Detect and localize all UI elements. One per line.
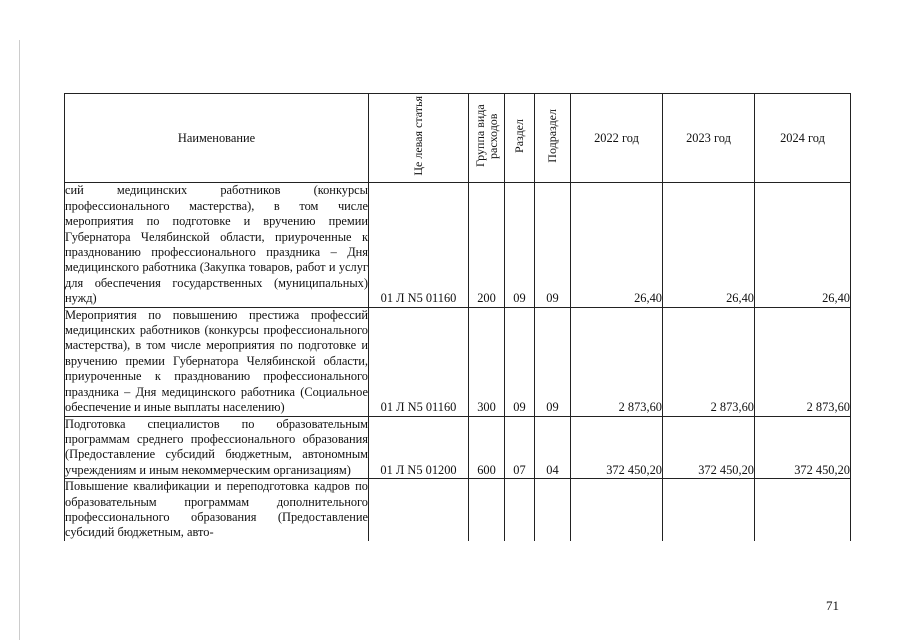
header-year-2024: 2024 год (755, 94, 851, 183)
scan-edge-line (19, 40, 20, 640)
row-name: Мероприятия по повышению престижа профессий медицинских работников (конкурсы профессионального мастерства), в том числе мероприятия по подготовке и вручению премии Губернатора Челябинской области, приуроченные к празднованию профессионального праздника – Дня медицинского работника (Социальное обеспечение и иные выплаты населению) (65, 307, 368, 415)
row-year-2022: 2 873,60 (571, 307, 663, 416)
row-year-2024: 2 873,60 (755, 307, 851, 416)
table-row (65, 479, 851, 541)
row-target-article: 01 Л N5 01160 (369, 183, 469, 307)
table-row (65, 416, 851, 479)
row-year-2023: 26,40 (663, 183, 755, 307)
row-section: 07 (505, 416, 535, 479)
row-year-2023 (663, 479, 755, 541)
row-year-2024: 372 450,20 (755, 416, 851, 479)
header-row (65, 94, 851, 183)
header-section (505, 94, 535, 183)
row-expense-group: 300 (469, 307, 505, 416)
table-row (65, 307, 851, 416)
header-target-article-text: Це левая статья (411, 96, 425, 176)
row-year-2024 (755, 479, 851, 541)
row-name: Подготовка специалистов по образовательным программам среднего профессионального образования (Предоставление субсидий бюджетным, автономным учреждениям и иным некоммерческим организациям) (65, 416, 368, 477)
row-section: 09 (505, 307, 535, 416)
row-year-2023: 372 450,20 (663, 416, 755, 479)
row-year-2024: 26,40 (755, 183, 851, 307)
header-name: Наименование (65, 94, 369, 183)
budget-table (64, 93, 851, 541)
header-section-text: Раздел (512, 119, 526, 153)
row-year-2022 (571, 479, 663, 541)
row-expense-group: 600 (469, 416, 505, 479)
header-expense-group-text: Группа вида расходов (472, 104, 500, 168)
row-subsection: 09 (535, 307, 571, 416)
row-name: Повышение квалификации и переподготовка кадров по образовательным программам дополнительного профессионального образования (Предоставление субсидий бюджетным, авто- (65, 479, 368, 540)
row-target-article: 01 Л N5 01160 (369, 307, 469, 416)
header-expense-group (469, 94, 505, 183)
page-number: 71 (826, 598, 839, 613)
header-year-2023: 2023 год (663, 94, 755, 183)
row-section (505, 479, 535, 541)
header-subsection-text: Подраздел (545, 109, 559, 163)
table-row (65, 183, 851, 307)
row-year-2022: 26,40 (571, 183, 663, 307)
header-subsection (535, 94, 571, 183)
row-name: сий медицинских работников (конкурсы профессионального мастерства), в том числе мероприятия по подготовке и вручению премии Губернатора Челябинской области, приуроченные к празднованию профессионального праздника – Дня медицинского работника (Закупка товаров, работ и услуг для обеспечения государственных (муниципальных) нужд) (65, 183, 368, 306)
row-subsection: 09 (535, 183, 571, 307)
row-subsection: 04 (535, 416, 571, 479)
row-year-2023: 2 873,60 (663, 307, 755, 416)
row-subsection (535, 479, 571, 541)
row-expense-group: 200 (469, 183, 505, 307)
row-year-2022: 372 450,20 (571, 416, 663, 479)
row-expense-group (469, 479, 505, 541)
row-target-article: 01 Л N5 01200 (369, 416, 469, 479)
header-year-2022: 2022 год (571, 94, 663, 183)
row-target-article (369, 479, 469, 541)
header-target-article (369, 94, 469, 183)
row-section: 09 (505, 183, 535, 307)
